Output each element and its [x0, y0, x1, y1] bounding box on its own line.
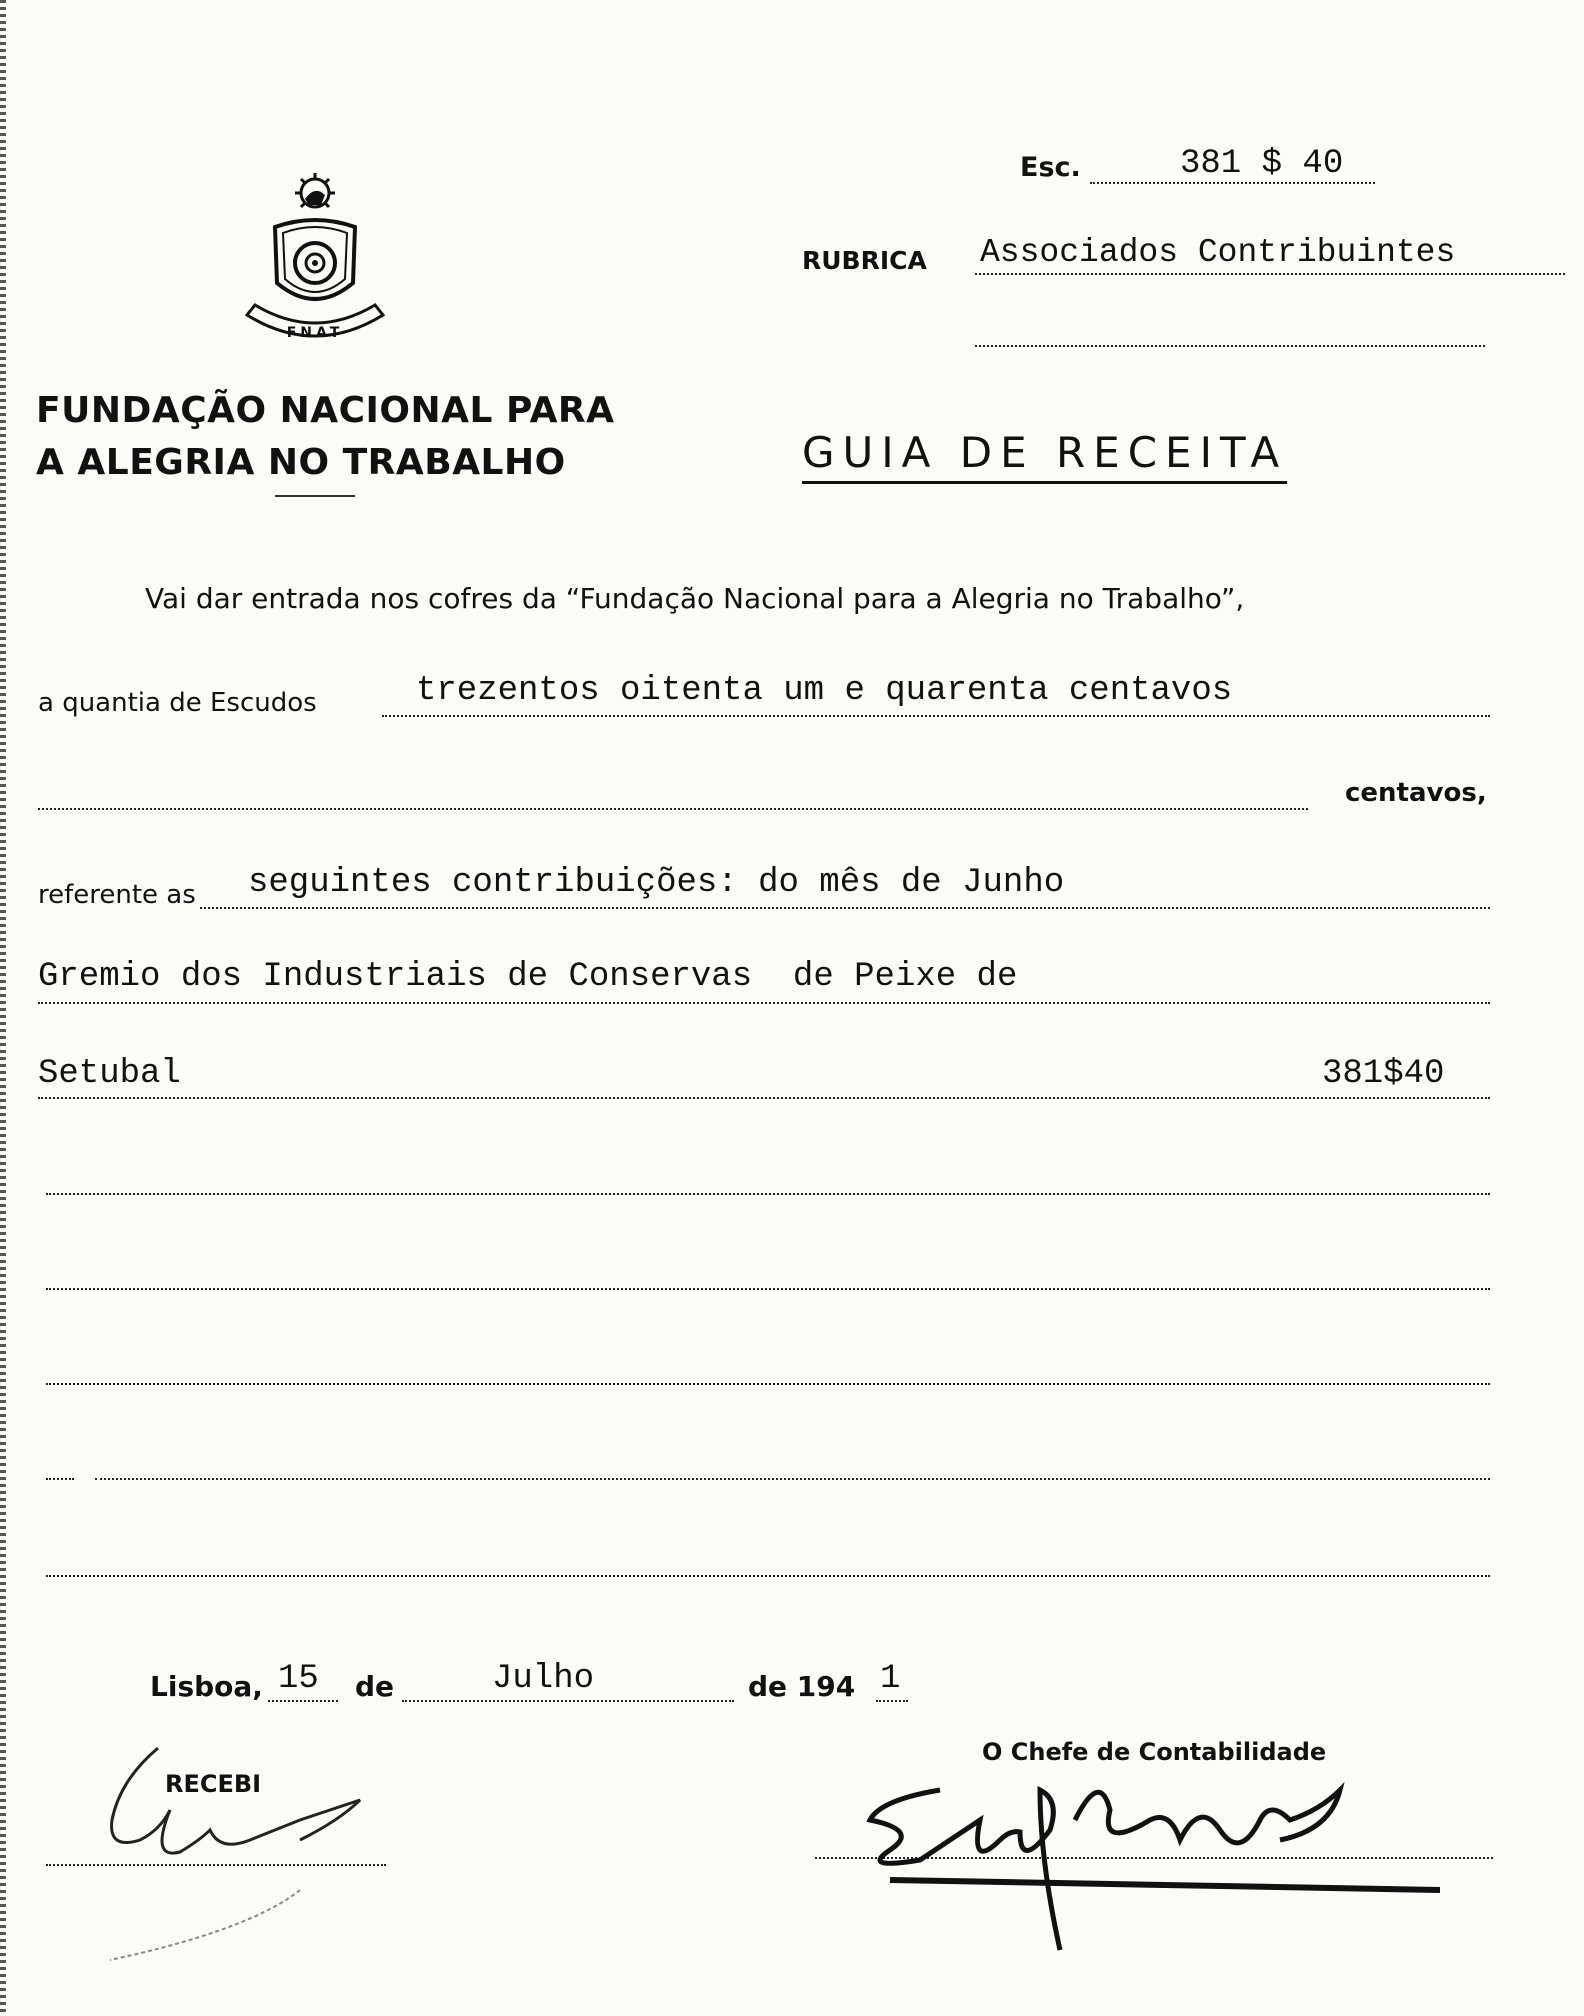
organization-name	[36, 385, 636, 489]
chefe-label: O Chefe de Contabilidade	[982, 1738, 1327, 1766]
date-de-label: de	[355, 1670, 395, 1703]
referente-value: seguintes contribuições: do mês de Junho	[248, 864, 1065, 902]
date-year-prefix: de 194	[748, 1670, 856, 1703]
chefe-signature	[860, 1760, 1460, 1980]
page-edge	[0, 0, 6, 2016]
org-name-line1: FUNDAÇÃO NACIONAL PARA	[36, 390, 615, 431]
org-rule	[275, 495, 355, 497]
rubrica-label: RUBRICA	[802, 246, 927, 275]
org-name-line2: A ALEGRIA NO TRABALHO	[36, 442, 566, 483]
rubrica-extra-line	[975, 345, 1485, 347]
recebi-label: RECEBI	[165, 1770, 262, 1798]
date-day-line	[268, 1700, 338, 1702]
date-year-line	[876, 1700, 908, 1702]
date-day: 15	[278, 1660, 319, 1698]
document-title: GUIA DE RECEITA	[802, 428, 1287, 484]
empty-line-3	[46, 1383, 1490, 1385]
rubrica-value: Associados Contribuintes	[980, 234, 1456, 271]
date-city-label: Lisboa,	[150, 1670, 263, 1703]
rubrica-line	[975, 273, 1565, 275]
quantia-value: trezentos oitenta um e quarenta centavos	[416, 672, 1233, 710]
detail-line-2-text: Setubal	[38, 1055, 181, 1093]
emblem-text: FNAT	[286, 325, 344, 341]
amount-value: 381 $ 40	[1180, 145, 1344, 183]
empty-line-5	[46, 1575, 1490, 1577]
detail-line-1-text: Gremio dos Industriais de Conservas de Peixe de	[38, 958, 1018, 996]
centavos-label: centavos,	[1345, 778, 1487, 808]
quantia-label: a quantia de Escudos	[38, 688, 317, 718]
empty-line-2	[46, 1288, 1490, 1290]
date-month: Julho	[492, 1660, 595, 1698]
referente-label: referente as	[38, 880, 196, 910]
intro-text: Vai dar entrada nos cofres da “Fundação Nacional para a Alegria no Trabalho”,	[145, 582, 1245, 615]
date-month-line	[402, 1700, 734, 1702]
quantia-line	[382, 715, 1490, 717]
recebi-line	[46, 1864, 386, 1866]
recebi-signature	[100, 1740, 390, 1970]
detail-line-2-amount: 381$40	[1322, 1055, 1445, 1093]
amount-label: Esc.	[1020, 152, 1081, 183]
empty-line-1	[46, 1193, 1490, 1195]
referente-line	[200, 907, 1490, 909]
empty-line-4b	[95, 1478, 1490, 1480]
detail-line-1	[38, 1002, 1490, 1004]
empty-line-4a	[46, 1478, 74, 1480]
date-year-suffix: 1	[880, 1660, 901, 1698]
fnat-emblem-icon	[235, 165, 395, 365]
detail-line-2	[38, 1097, 1490, 1099]
centavos-line	[38, 808, 1308, 810]
